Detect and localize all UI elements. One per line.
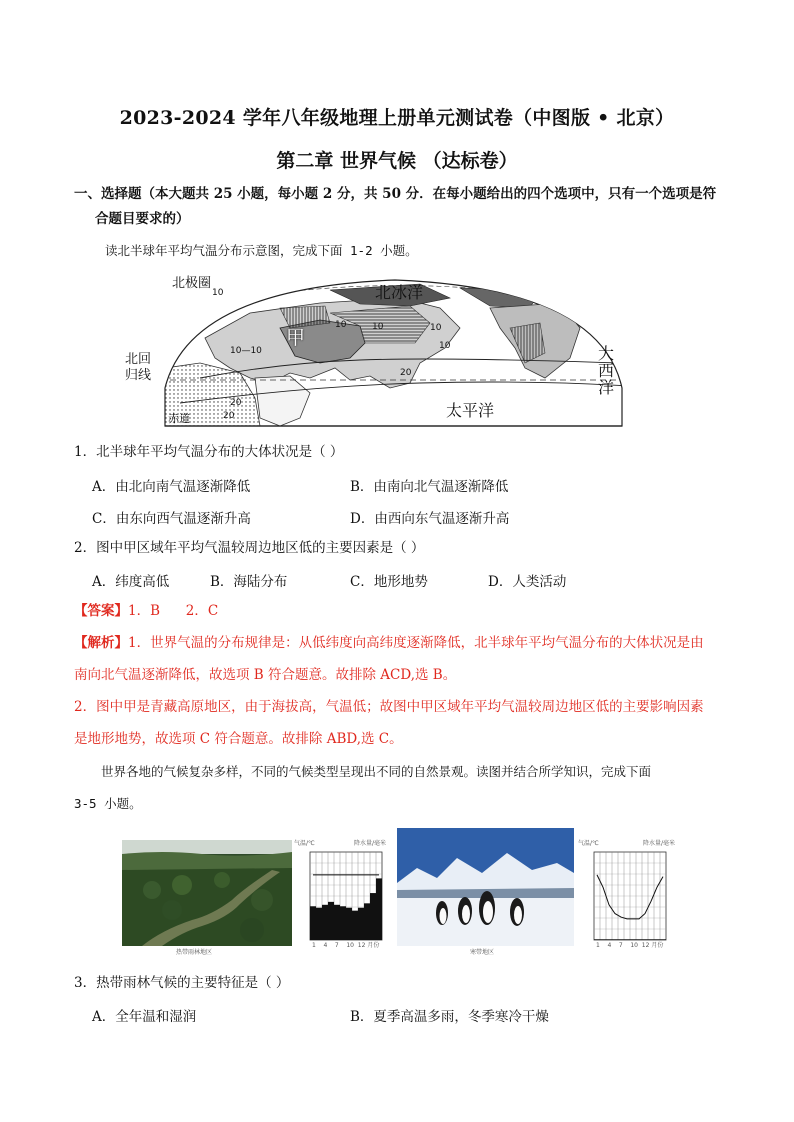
label-atlantic-2: 西 xyxy=(598,361,615,380)
label-tropic-2: 归线 xyxy=(125,368,152,383)
label-tropic-1: 北回 xyxy=(125,352,152,367)
polar-photo xyxy=(397,828,574,946)
precip-bar-7 xyxy=(346,908,352,940)
precip-bar-5 xyxy=(334,905,340,940)
q2-option-b[interactable]: B．海陆分布 xyxy=(210,574,288,590)
label-iso-10-c: 10 xyxy=(372,322,384,332)
rainforest-photo xyxy=(122,840,292,946)
q1-stem: 1．北半球年平均气温分布的大体状况是（ ） xyxy=(74,444,344,460)
label-arctic-circle: 北极圈 xyxy=(172,276,212,291)
q3-option-a[interactable]: A．全年温和湿润 xyxy=(92,1009,197,1025)
chart1-svg xyxy=(294,846,394,946)
group1-intro: 读北半球年平均气温分布示意图，完成下面 1-2 小题。 xyxy=(105,243,418,258)
precip-bar-6 xyxy=(340,906,346,940)
label-iso-10-b: 10 xyxy=(335,320,347,330)
temperature-map xyxy=(125,268,630,428)
analysis-line3: 2．图中甲是青藏高原地区，由于海拔高，气温低；故图中甲区域年平均气温较周边地区低的主要影响因素 xyxy=(74,699,704,715)
q1-option-b[interactable]: B．由南向北气温逐渐降低 xyxy=(350,479,509,495)
precip-bar-1 xyxy=(310,906,316,940)
label-atlantic xyxy=(598,345,614,396)
chart1-month-ticks: 1 4 7 10 12 月份 xyxy=(312,942,380,949)
label-iso-10-e: 10 xyxy=(439,341,451,351)
answer-line xyxy=(74,601,218,621)
q3-option-b[interactable]: B．夏季高温多雨，冬季寒冷干燥 xyxy=(350,1009,549,1025)
section-heading xyxy=(74,182,724,232)
analysis-line1-row xyxy=(74,633,734,665)
group2-intro-line2: 3-5 小题。 xyxy=(74,796,142,811)
label-iso-10-a: 10 xyxy=(212,288,224,298)
precip-bar-12 xyxy=(376,878,382,940)
q2-stem: 2．图中甲区域年平均气温较周边地区低的主要因素是（ ） xyxy=(74,540,425,556)
answer-label: 【答案】 xyxy=(74,603,128,619)
answer-text: 1．B 2．C xyxy=(128,603,219,619)
rainforest-caption: 热带雨林地区 xyxy=(176,949,213,956)
precip-bar-4 xyxy=(328,902,334,940)
precip-bar-9 xyxy=(358,908,364,940)
section-heading-line2: 合题目要求的） xyxy=(95,211,190,227)
q2-option-a[interactable]: A．纬度高低 xyxy=(92,574,170,590)
analysis-line2: 南向北气温逐渐降低，故选项 B 符合题意。故排除 ACD,选 B。 xyxy=(74,667,457,683)
group2-intro-line1: 世界各地的气候复杂多样，不同的气候类型呈现出不同的自然景观。读图并结合所学知识，完成下面 xyxy=(101,764,652,779)
label-pacific: 太平洋 xyxy=(446,401,495,420)
label-iso-20-a: 20 xyxy=(400,368,412,378)
chart1-precip-label: 降水量/毫米 xyxy=(354,840,387,847)
precip-bar-8 xyxy=(352,911,358,940)
polar-photo-svg xyxy=(397,828,574,946)
q1-option-a[interactable]: A．由北向南气温逐渐降低 xyxy=(92,479,251,495)
label-iso-20-b: 20 xyxy=(230,398,242,408)
chart-rainforest xyxy=(294,838,394,953)
q1-option-c[interactable]: C．由东向西气温逐渐升高 xyxy=(92,511,251,527)
q1-option-d[interactable]: D．由西向东气温逐渐升高 xyxy=(350,511,510,527)
chart1-temp-label: 气温/℃ xyxy=(294,840,315,847)
precip-bar-11 xyxy=(370,893,376,940)
chapter-subtitle: 第二章 世界气候 （达标卷） xyxy=(276,150,518,172)
precip-bar-10 xyxy=(364,903,370,940)
analysis-label: 【解析】 xyxy=(74,635,128,651)
chart2-svg xyxy=(578,846,683,946)
section-heading-line1: 一、选择题（本大题共 25 小题，每小题 2 分，共 50 分．在每小题给出的四个选项中，只有一个选项是符 xyxy=(74,186,717,202)
chart2-precip-label: 降水量/毫米 xyxy=(643,840,676,847)
label-atlantic-3: 洋 xyxy=(598,378,615,397)
polar-caption: 寒带地区 xyxy=(470,949,495,956)
exam-title: 2023-2024 学年八年级地理上册单元测试卷（中图版 • 北京） xyxy=(119,107,675,129)
chart-polar xyxy=(578,838,683,953)
label-iso-10-f: 10—10 xyxy=(230,346,262,356)
label-atlantic-1: 大 xyxy=(598,344,615,363)
analysis-block xyxy=(74,633,734,761)
analysis-line4: 是地形地势，故选项 C 符合题意。故排除 ABD,选 C。 xyxy=(74,731,403,747)
label-arctic-ocean: 北冰洋 xyxy=(375,283,424,302)
label-equator: 赤道 xyxy=(168,412,190,425)
rainforest-photo-svg xyxy=(122,840,292,946)
precip-bar-3 xyxy=(322,905,328,940)
label-iso-20-c: 20 xyxy=(223,411,235,421)
q3-stem: 3．热带雨林气候的主要特征是（ ） xyxy=(74,975,290,991)
analysis-line1: 1．世界气温的分布规律是：从低纬度向高纬度逐渐降低，北半球年平均气温分布的大体状况是由 xyxy=(128,635,704,651)
label-jia: 甲 xyxy=(286,327,306,349)
q2-option-c[interactable]: C．地形地势 xyxy=(350,574,428,590)
precip-bar-2 xyxy=(316,908,322,940)
q2-option-d[interactable]: D．人类活动 xyxy=(488,574,567,590)
chart2-month-ticks: 1 4 7 10 12 月份 xyxy=(596,942,664,949)
chart2-temp-label: 气温/℃ xyxy=(578,840,599,847)
label-iso-10-d: 10 xyxy=(430,323,442,333)
